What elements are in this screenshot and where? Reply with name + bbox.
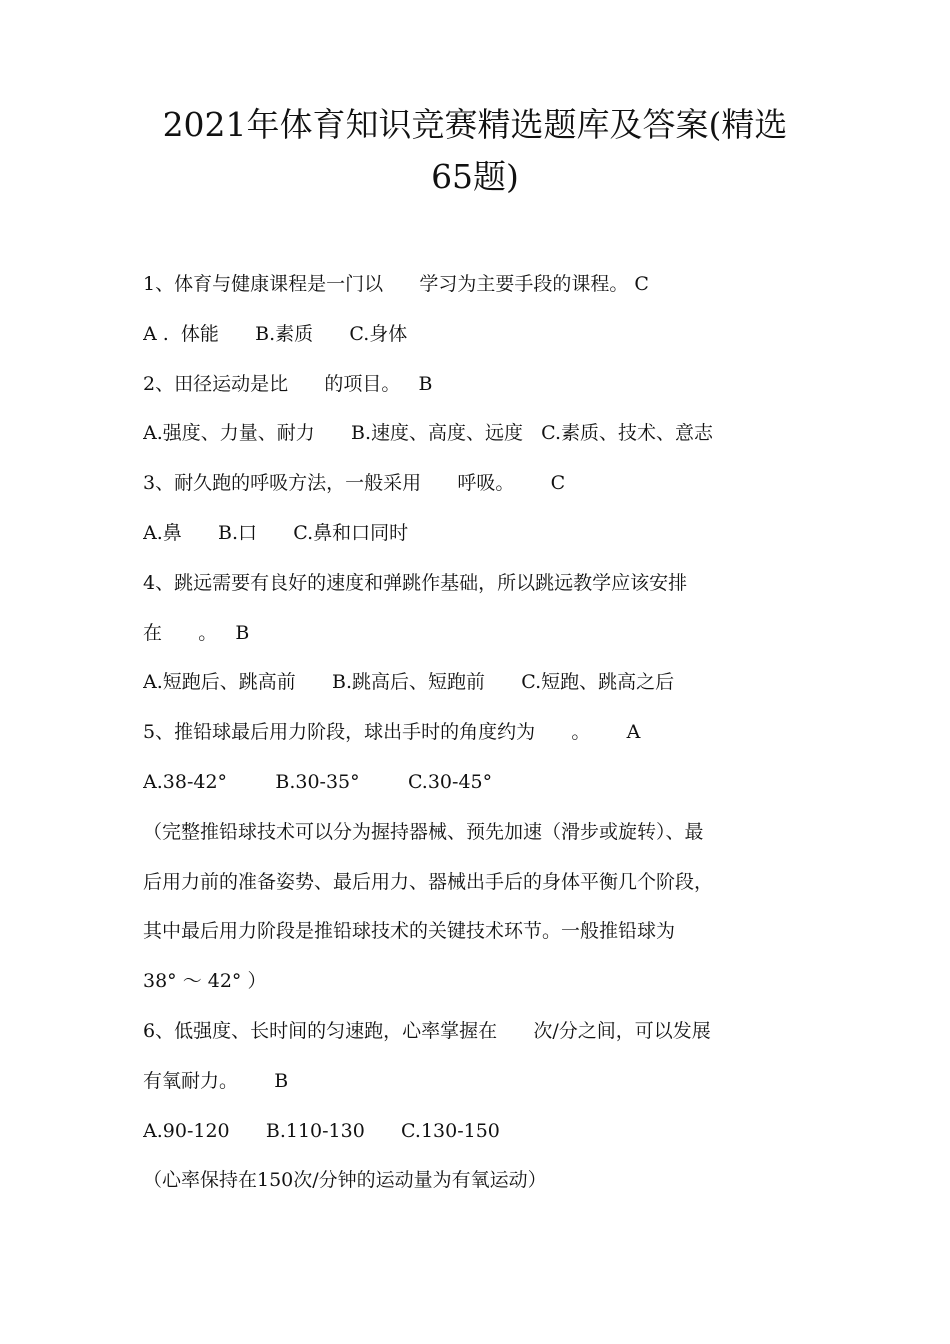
question-4-line-1: 4、跳远需要有良好的速度和弹跳作基础，所以跳远教学应该安排 [143,571,688,594]
question-5-note-line-2: 后用力前的准备姿势、最后用力、器械出手后的身体平衡几个阶段， [143,870,714,893]
question-5-note-line-1: （完整推铅球技术可以分为握持器械、预先加速（滑步或旋转）、最 [143,820,704,843]
question-2: 2、田径运动是比 的项目。 B [143,372,433,395]
question-2-options: A.强度、力量、耐力 B.速度、高度、远度 C.素质、技术、意志 [143,422,714,445]
question-5: 5、推铅球最后用力阶段，球出手时的角度约为 。 A [143,721,641,744]
question-6-note: （心率保持在150次/分钟的运动量为有氧运动） [143,1169,547,1192]
question-4-line-2: 在 。 B [143,621,250,644]
question-6-options: A.90-120 B.110-130 C.130-150 [143,1119,500,1142]
question-1-options: A . 体能 B.素质 C.身体 [143,322,408,345]
question-6-line-1: 6、低强度、长时间的匀速跑，心率掌握在 次/分之间，可以发展 [143,1019,711,1042]
question-6-line-2: 有氧耐力。 B [143,1069,289,1092]
question-4-options: A.短跑后、跳高前 B.跳高后、短跑前 C.短跑、跳高之后 [143,671,675,694]
question-3-options: A.鼻 B.口 C.鼻和口同时 [143,521,409,544]
document-title-line-1: 2021年体育知识竞赛精选题库及答案(精选 [162,105,788,144]
question-5-options: A.38-42° B.30-35° C.30-45° [143,770,493,793]
question-5-note-line-4: 38° ～ 42° ） [143,970,267,993]
document-body [143,260,813,1206]
question-5-note-line-3: 其中最后用力阶段是推铅球技术的关键技术环节。一般推铅球为 [143,920,676,943]
document-title-line-2: 65题) [431,157,519,196]
question-1: 1、体育与健康课程是一门以 学习为主要手段的课程。 C [143,273,649,295]
question-3: 3、耐久跑的呼吸方法，一般采用 呼吸。 C [143,472,566,495]
